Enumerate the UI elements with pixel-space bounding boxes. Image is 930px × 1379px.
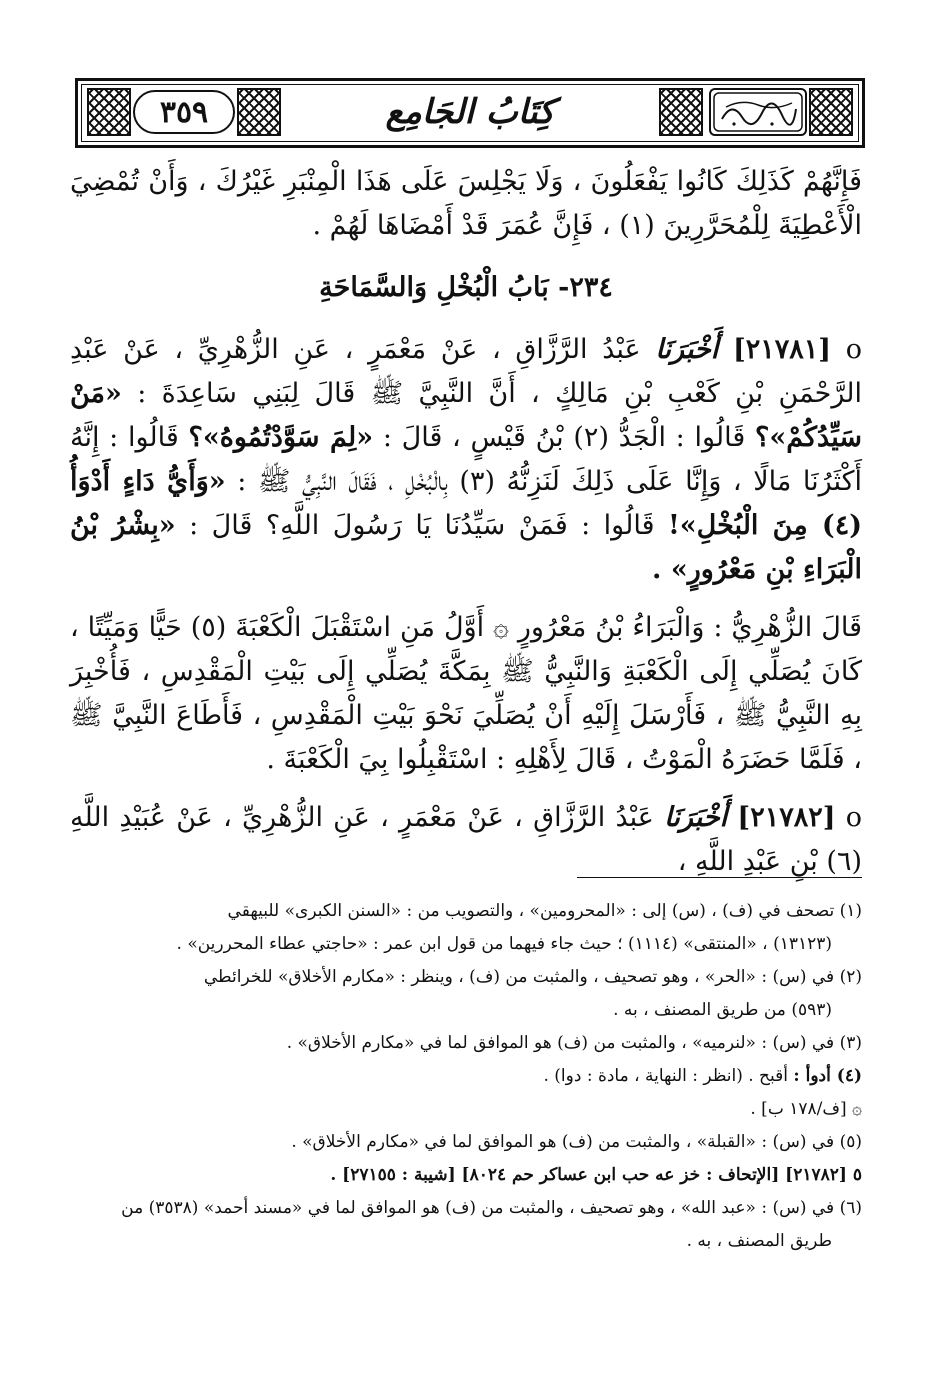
hadith-quote-2: «لِمَ سَوَّدْتُمُوهُ»؟: [188, 422, 374, 453]
hadith-text-3: قَالُوا : إِنَّهُ أَكْثَرُنَا مَالًا ، وَإِنَّا عَلَى ذَلِكَ لَنَزِنُّهُ (٣) بِالْبُخْلِ ، فَقَالَ النَّبِيُّ ﷺ :: [70, 422, 862, 497]
hadith-21782: [70, 796, 862, 884]
hadith-quote-4: «بِشْرُ بْنُ الْبَرَاءِ بْنِ مَعْرُورٍ» .: [70, 510, 862, 585]
hadith-quote-3: «وَأَيُّ دَاءٍ أَدْوَأُ (٤) مِنَ الْبُخْلِ»!: [70, 466, 862, 541]
footnote-2-continued: (٥٩٣) من طريق المصنف ، به .: [613, 1000, 832, 1020]
hadith-marker: o: [845, 802, 862, 833]
footnote-4-term: (٤) أدوأ :: [793, 1066, 862, 1086]
footnote-6-continued: طريق المصنف ، به .: [686, 1231, 832, 1251]
footnote-1-continued: (١٣١٢٣) ، «المنتقى» (١١١٤) ؛ حيث جاء فيهما من قول ابن عمر : «حاجتي عطاء المحررين» .: [176, 934, 832, 954]
footnote-5: (٥) في (س) : «القبلة» ، والمثبت من (ف) هو الموافق لما في «مكارم الأخلاق» .: [291, 1132, 862, 1152]
page-header: [75, 78, 865, 148]
ornament-icon: [237, 88, 281, 136]
footnote-6: (٦) في (س) : «عبد الله» ، وهو تصحيف ، والمثبت من (ف) هو الموافق لما في «مسند أحمد» (٣٥٣٨) من: [121, 1198, 862, 1218]
zuhri-paragraph: قَالَ الزُّهْرِيُّ : وَالْبَرَاءُ بْنُ مَعْرُورٍ ۞ أَوَّلُ مَنِ اسْتَقْبَلَ الْكَعْبَةَ (٥) حَيًّا وَمَيِّتًا ، كَانَ يُصَلِّي إِلَى الْكَعْبَةِ وَالنَّبِيُّ ﷺ بِمَكَّةَ يُصَلِّي إِلَى بَيْتِ الْمَقْدِسِ ، فَأُخْبِرَ بِهِ النَّبِيُّ ﷺ ، فَأَرْسَلَ إِلَيْهِ أَنْ يُصَلِّيَ نَحْوَ بَيْتِ الْمَقْدِسِ ، فَأَطَاعَ النَّبِيَّ ﷺ ، فَلَمَّا حَضَرَهُ الْمَوْتُ ، قَالَ لِأَهْلِهِ : اسْتَقْبِلُوا بِيَ الْكَعْبَةَ .: [70, 612, 862, 775]
footnote-divider: [577, 877, 862, 878]
intro-line-1: فَإِنَّهُمْ كَذَلِكَ كَانُوا يَفْعَلُونَ ، وَلَا يَجْلِسَ عَلَى هَذَا الْمِنْبَرِ غَيْرُكَ ، وَأَنْ تُمْضِيَ الْأَعْطِيَةَ: [70, 166, 862, 241]
hadith-text-2: قَالُوا : الْجَدُّ (٢) بْنُ قَيْسٍ ، قَالَ :: [382, 422, 746, 453]
intro-line-2: لِلْمُحَرَّرِينَ (١) ، فَإِنَّ عُمَرَ قَدْ أَمْضَاهَا لَهُمْ .: [312, 210, 770, 241]
hadith-marker: o: [845, 334, 862, 365]
akhbarana-label: أَخْبَرَنَا: [664, 802, 728, 833]
hadith-quote-1: «مَنْ سَيِّدُكُمْ»؟: [70, 378, 862, 453]
chapter-heading: ٢٣٤- بَابُ الْبُخْلِ وَالسَّمَاحَةِ: [319, 272, 613, 303]
ornament-icon: [659, 88, 703, 136]
ornament-icon: [87, 88, 131, 136]
ithaf-reference: ٥ [٢١٧٨٢] [الإتحاف : خز عه حب ابن عساكر حم ٨٠٢٤] [شيبة : ٢٧١٥٥] .: [330, 1165, 862, 1185]
intro-paragraph: [70, 160, 862, 248]
hadith-number: [٢١٧٨١]: [732, 334, 832, 365]
footnote-4-text: أقبح . (انظر : النهاية ، مادة : دوا) .: [543, 1066, 789, 1086]
hadith-21781: [70, 328, 862, 592]
main-text: [70, 160, 862, 884]
akhbarana-label: أَخْبَرَنَا: [655, 334, 719, 365]
footnote-3: (٣) في (س) : «لنرميه» ، والمثبت من (ف) هو الموافق لما في «مكارم الأخلاق» .: [286, 1033, 862, 1053]
hadith-text: عَبْدُ الرَّزَّاقِ ، عَنْ مَعْمَرٍ ، عَنِ الزُّهْرِيِّ ، عَنْ عُبَيْدِ اللَّهِ (٦) بْنِ عَبْدِ اللَّهِ ،: [70, 802, 862, 877]
seal-icon: [712, 91, 804, 133]
hadith-text-4: قَالُوا : فَمَنْ سَيِّدُنَا يَا رَسُولَ اللَّهِ؟ قَالَ :: [189, 510, 655, 541]
hadith-text-1: عَبْدُ الرَّزَّاقِ ، عَنْ مَعْمَرٍ ، عَنِ الزُّهْرِيِّ ، عَنْ عَبْدِ الرَّحْمَنِ بْنِ كَعْبِ بْنِ مَالِكٍ ، أَنَّ النَّبِيَّ ﷺ قَالَ لِبَنِي سَاعِدَةَ :: [70, 334, 862, 409]
ornament-icon: [809, 88, 853, 136]
footnote-1-line-1: (١) تصحف في (ف) ، (س) إلى : «المحرومين» ، والتصويب من : «السنن الكبرى» للبيهقي: [227, 901, 862, 921]
book-seal-logo: [709, 88, 807, 136]
footnotes: [70, 896, 862, 1259]
footnote-2: (٢) في (س) : «الحر» ، وهو تصحيف ، والمثبت من (ف) ، وينظر : «مكارم الأخلاق» للخرائطي: [203, 967, 862, 987]
hadith-number: [٢١٧٨٢]: [737, 802, 836, 833]
footnote-4: [70, 1061, 862, 1092]
book-title: كِتَابُ الجَامِع: [385, 92, 555, 132]
footnote-1: [70, 896, 862, 927]
page-number: ٣٥٩: [133, 90, 235, 134]
folio-marker: ۞ [ف/١٧٨ ب] .: [750, 1099, 862, 1119]
